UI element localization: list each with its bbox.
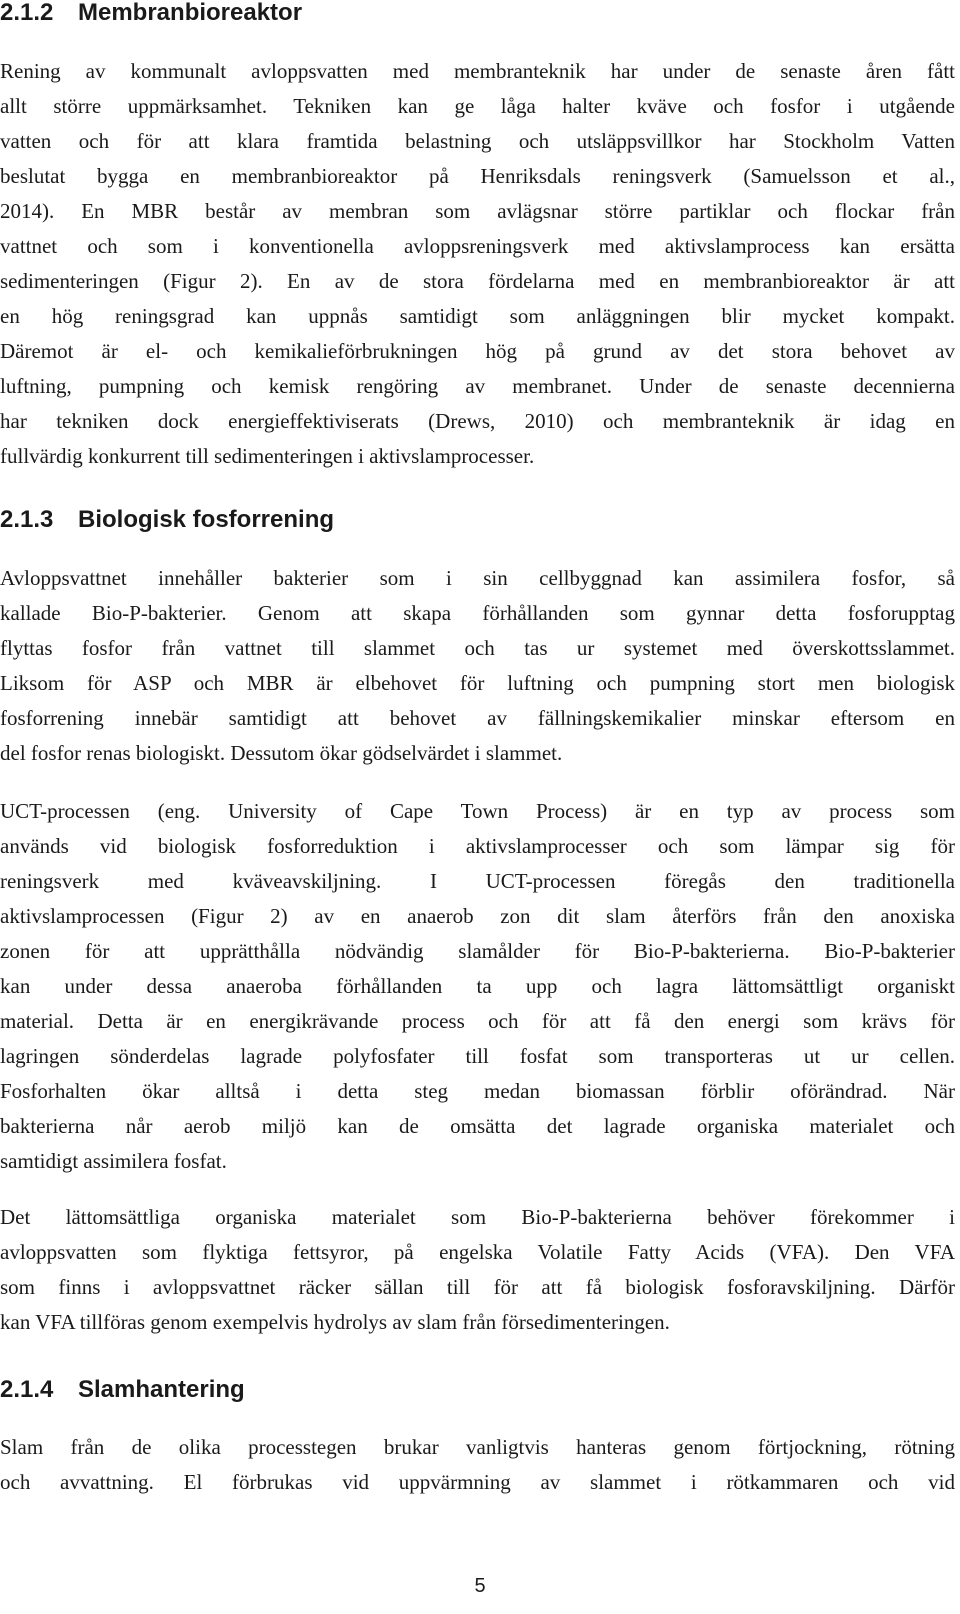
text-line: används vid biologisk fosforreduktion i aktivslamprocesser och som lämpar sig för: [0, 834, 955, 858]
text-line: flyttas fosfor från vattnet till slammet och tas ur systemet med överskottsslammet.: [0, 636, 955, 660]
paragraph: [0, 561, 955, 771]
section-heading-2-1-2: [0, 0, 302, 28]
section-title: Slamhantering: [78, 1376, 245, 1403]
text-line: allt större uppmärksamhet. Tekniken kan ge låga halter kväve och fosfor i utgående: [0, 94, 955, 118]
page-number: 5: [474, 1575, 486, 1597]
text-line: del fosfor renas biologiskt. Dessutom ökar gödselvärdet i slammet.: [0, 741, 563, 765]
section-title: Biologisk fosforrening: [78, 506, 335, 533]
text-line: en hög reningsgrad kan uppnås samtidigt som anläggningen blir mycket kompakt.: [0, 304, 955, 328]
paragraph: [0, 54, 955, 474]
text-line: kan under dessa anaeroba förhållanden ta upp och lagra lättomsättligt organiskt: [0, 974, 955, 998]
section-number: 2.1.2: [0, 0, 54, 26]
text-line: kallade Bio-P-bakterier. Genom att skapa förhållanden som gynnar detta fosforupptag: [0, 601, 955, 625]
text-line: vattnet och som i konventionella avloppsreningsverk med aktivslamprocess kan ersätta: [0, 234, 955, 258]
section-number: 2.1.4: [0, 1376, 54, 1403]
text-line: lagringen sönderdelas lagrade polyfosfater till fosfat som transporteras ut ur cellen.: [0, 1044, 955, 1068]
section-number: 2.1.3: [0, 506, 54, 533]
text-line: Rening av kommunalt avloppsvatten med membranteknik har under de senaste åren fått: [0, 59, 955, 83]
text-line: material. Detta är en energikrävande process och för att få den energi som krävs för: [0, 1009, 955, 1033]
text-line: Slam från de olika processtegen brukar vanligtvis hanteras genom förtjockning, rötning: [0, 1435, 955, 1459]
text-line: har tekniken dock energieffektiviserats (Drews, 2010) och membranteknik är idag en: [0, 409, 955, 433]
text-line: och avvattning. El förbrukas vid uppvärmning av slammet i rötkammaren och vid: [0, 1470, 955, 1494]
section-title: Membranbioreaktor: [78, 0, 303, 26]
text-line: samtidigt assimilera fosfat.: [0, 1149, 227, 1173]
text-line: Fosforhalten ökar alltså i detta steg medan biomassan förblir oförändrad. När: [0, 1079, 955, 1103]
text-line: avloppsvatten som flyktiga fettsyror, på engelska Volatile Fatty Acids (VFA). Den VFA: [0, 1240, 955, 1264]
text-line: kan VFA tillföras genom exempelvis hydrolys av slam från försedimenteringen.: [0, 1310, 670, 1334]
text-line: zonen för att upprätthålla nödvändig slamålder för Bio-P-bakterierna. Bio-P-bakterier: [0, 939, 955, 963]
text-line: UCT-processen (eng. University of Cape Town Process) är en typ av process som: [0, 799, 955, 823]
text-line: aktivslamprocessen (Figur 2) av en anaerob zon dit slam återförs från den anoxiska: [0, 904, 955, 928]
text-line: luftning, pumpning och kemisk rengöring av membranet. Under de senaste decennierna: [0, 374, 955, 398]
text-line: sedimenteringen (Figur 2). En av de stora fördelarna med en membranbioreaktor är att: [0, 269, 955, 293]
text-line: Avloppsvattnet innehåller bakterier som i sin cellbyggnad kan assimilera fosfor, så: [0, 566, 955, 590]
text-line: beslutat bygga en membranbioreaktor på Henriksdals reningsverk (Samuelsson et al.,: [0, 164, 955, 188]
text-line: 2014). En MBR består av membran som avlägsnar större partiklar och flockar från: [0, 199, 955, 223]
text-line: fullvärdig konkurrent till sedimenteringen i aktivslamprocesser.: [0, 444, 535, 468]
text-line: bakterierna når aerob miljö kan de omsätta det lagrade organiska materialet och: [0, 1114, 955, 1138]
text-line: Liksom för ASP och MBR är elbehovet för luftning och pumpning stort men biologisk: [0, 671, 955, 695]
text-line: Det lättomsättliga organiska materialet som Bio-P-bakterierna behöver förekommer i: [0, 1205, 955, 1229]
section-heading-2-1-3: [0, 505, 334, 535]
text-line: Däremot är el- och kemikalieförbrukningen hög på grund av det stora behovet av: [0, 339, 955, 363]
text-line: som finns i avloppsvattnet räcker sällan till för att få biologisk fosforavskiljning. Därför: [0, 1275, 955, 1299]
section-heading-2-1-4: [0, 1375, 245, 1405]
text-line: fosforrening innebär samtidigt att behovet av fällningskemikalier minskar eftersom en: [0, 706, 955, 730]
paragraph: [0, 1430, 955, 1500]
paragraph: [0, 1200, 955, 1340]
paragraph: [0, 794, 955, 1179]
text-line: reningsverk med kväveavskiljning. I UCT-processen föregås den traditionella: [0, 869, 955, 893]
text-line: vatten och för att klara framtida belastning och utsläppsvillkor har Stockholm Vatten: [0, 129, 955, 153]
